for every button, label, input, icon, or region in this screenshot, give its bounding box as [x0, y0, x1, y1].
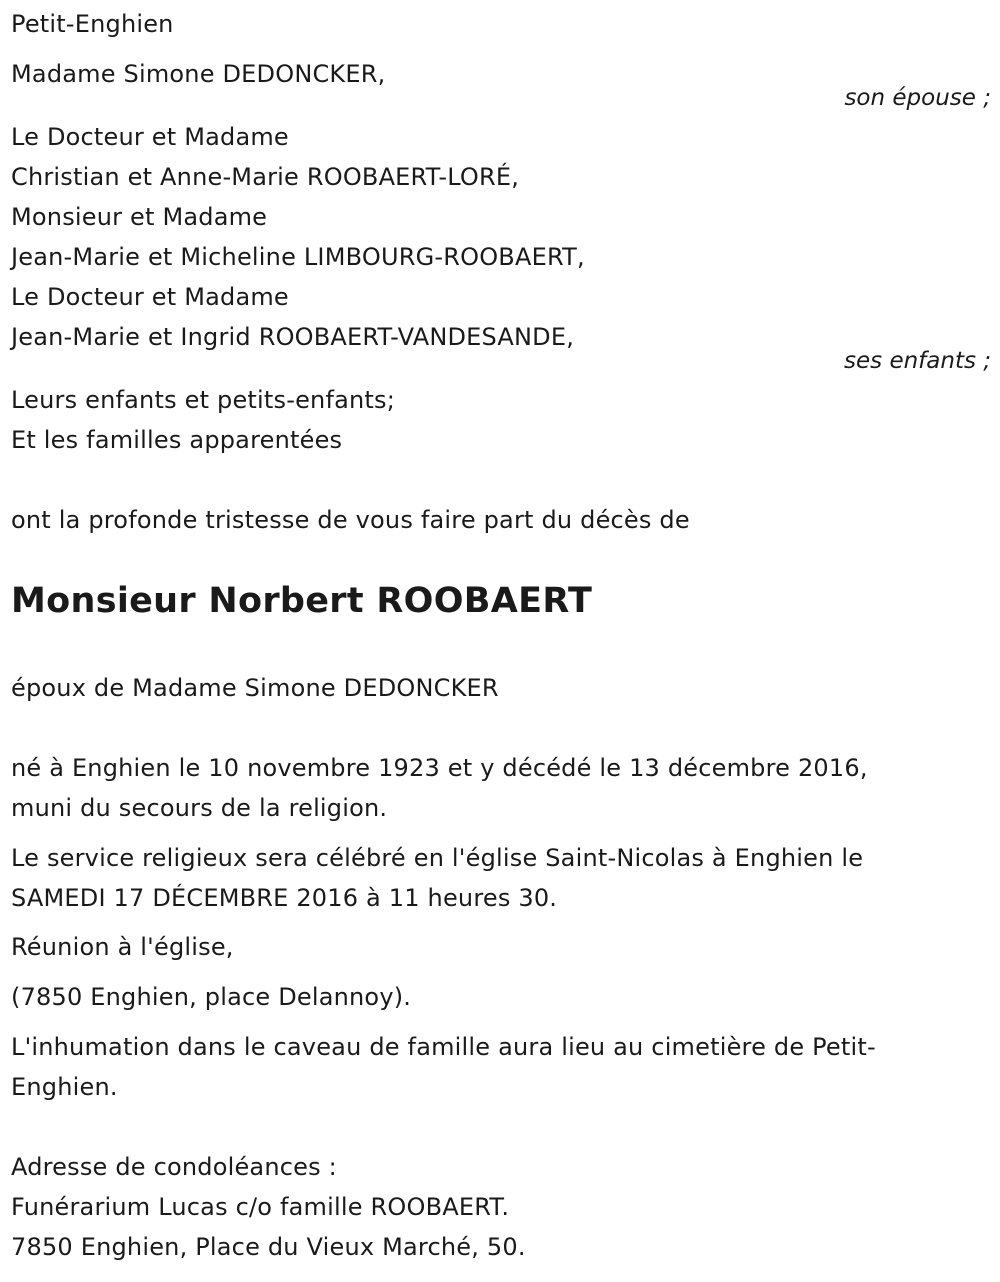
children-line: Le Docteur et Madame: [11, 123, 289, 151]
children-line: Jean-Marie et Ingrid ROOBAERT-VANDESANDE,: [11, 323, 575, 351]
others-line: Et les familles apparentées: [11, 426, 343, 454]
deceased-name: Monsieur Norbert ROOBAERT: [11, 581, 593, 621]
spouse-role: son épouse ;: [844, 85, 991, 111]
condolences-heading: Adresse de condoléances :: [11, 1153, 337, 1181]
burial-line: Enghien.: [11, 1073, 118, 1101]
condolences-recipient: Funérarium Lucas c/o famille ROOBAERT.: [11, 1193, 510, 1221]
burial-line: L'inhumation dans le caveau de famille aura lieu au cimetière de Petit-: [11, 1033, 876, 1061]
service-line: SAMEDI 17 DÉCEMBRE 2016 à 11 heures 30.: [11, 884, 558, 912]
children-line: Le Docteur et Madame: [11, 283, 289, 311]
birth-death-line: muni du secours de la religion.: [11, 794, 388, 822]
spouse-name: Madame Simone DEDONCKER,: [11, 60, 386, 88]
children-role: ses enfants ;: [844, 348, 991, 374]
service-line: Le service religieux sera célébré en l'église Saint-Nicolas à Enghien le: [11, 844, 864, 872]
relation-line: époux de Madame Simone DEDONCKER: [11, 674, 499, 702]
birth-death-line: né à Enghien le 10 novembre 1923 et y décédé le 13 décembre 2016,: [11, 754, 868, 782]
children-line: Christian et Anne-Marie ROOBAERT-LORÉ,: [11, 163, 520, 191]
meeting-address: (7850 Enghien, place Delannoy).: [11, 983, 412, 1011]
others-line: Leurs enfants et petits-enfants;: [11, 386, 396, 414]
children-line: Monsieur et Madame: [11, 203, 268, 231]
condolences-address: 7850 Enghien, Place du Vieux Marché, 50.: [11, 1233, 526, 1261]
meeting-line: Réunion à l'église,: [11, 933, 234, 961]
children-line: Jean-Marie et Micheline LIMBOURG-ROOBAERT,: [11, 243, 585, 271]
announcement-intro: ont la profonde tristesse de vous faire part du décès de: [11, 506, 690, 534]
place-heading: Petit-Enghien: [11, 10, 174, 38]
